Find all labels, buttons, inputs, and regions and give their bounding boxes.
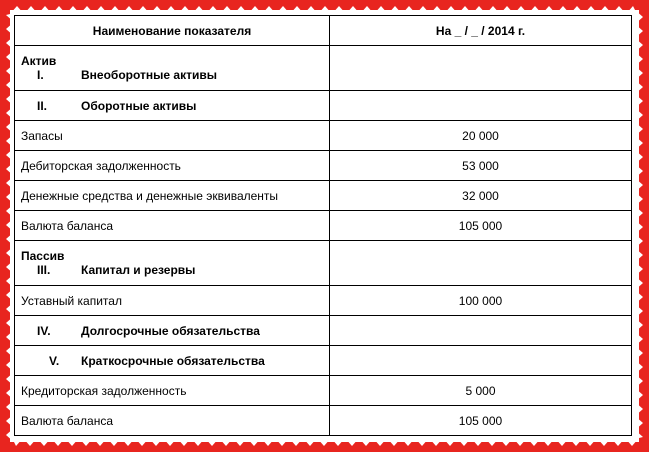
row-label: Запасы [15,121,330,151]
table-row [15,211,632,241]
table-row-section-2 [15,91,632,121]
table-row [15,151,632,181]
row-label: Кредиторская задолженность [15,376,330,406]
empty-cell [330,241,632,286]
row-value: 20 000 [330,121,632,151]
row-value: 32 000 [330,181,632,211]
row-value: 105 000 [330,211,632,241]
table-row-assets-section-1 [15,46,632,91]
table-row [15,121,632,151]
header-indicator-name: Наименование показателя [15,16,330,46]
assets-section-cell [15,46,330,91]
table-row [15,181,632,211]
table-row [15,376,632,406]
liabilities-section-cell [15,241,330,286]
empty-cell [330,46,632,91]
row-value: 53 000 [330,151,632,181]
row-label: Валюта баланса [15,211,330,241]
table-row-liabilities-section-3 [15,241,632,286]
balance-table [14,15,632,436]
row-value: 105 000 [330,406,632,436]
table-row-section-5 [15,346,632,376]
row-value: 100 000 [330,286,632,316]
empty-cell [330,346,632,376]
section-5-cell [15,346,330,376]
section-2-cell [15,91,330,121]
liabilities-title: Пассив [21,249,65,263]
row-value: 5 000 [330,376,632,406]
section-3-heading: III. Капитал и резервы [37,263,196,277]
empty-cell [330,91,632,121]
section-4-cell [15,316,330,346]
table-header-row [15,16,632,46]
empty-cell [330,316,632,346]
row-label: Уставный капитал [15,286,330,316]
section-4-heading: IV. Долгосрочные обязательства [37,323,260,338]
section-5-heading: V. Краткосрочные обязательства [49,353,265,368]
header-date: На _ / _ / 2014 г. [330,16,632,46]
row-label: Валюта баланса [15,406,330,436]
assets-title: Актив [21,54,57,68]
table-row [15,406,632,436]
table-row-section-4 [15,316,632,346]
balance-sheet [10,10,639,442]
row-label: Дебиторская задолженность [15,151,330,181]
table-row [15,286,632,316]
row-label: Денежные средства и денежные эквиваленты [15,181,330,211]
section-1-heading: I. Внеоборотные активы [37,68,217,82]
section-2-heading: II. Оборотные активы [37,98,197,113]
